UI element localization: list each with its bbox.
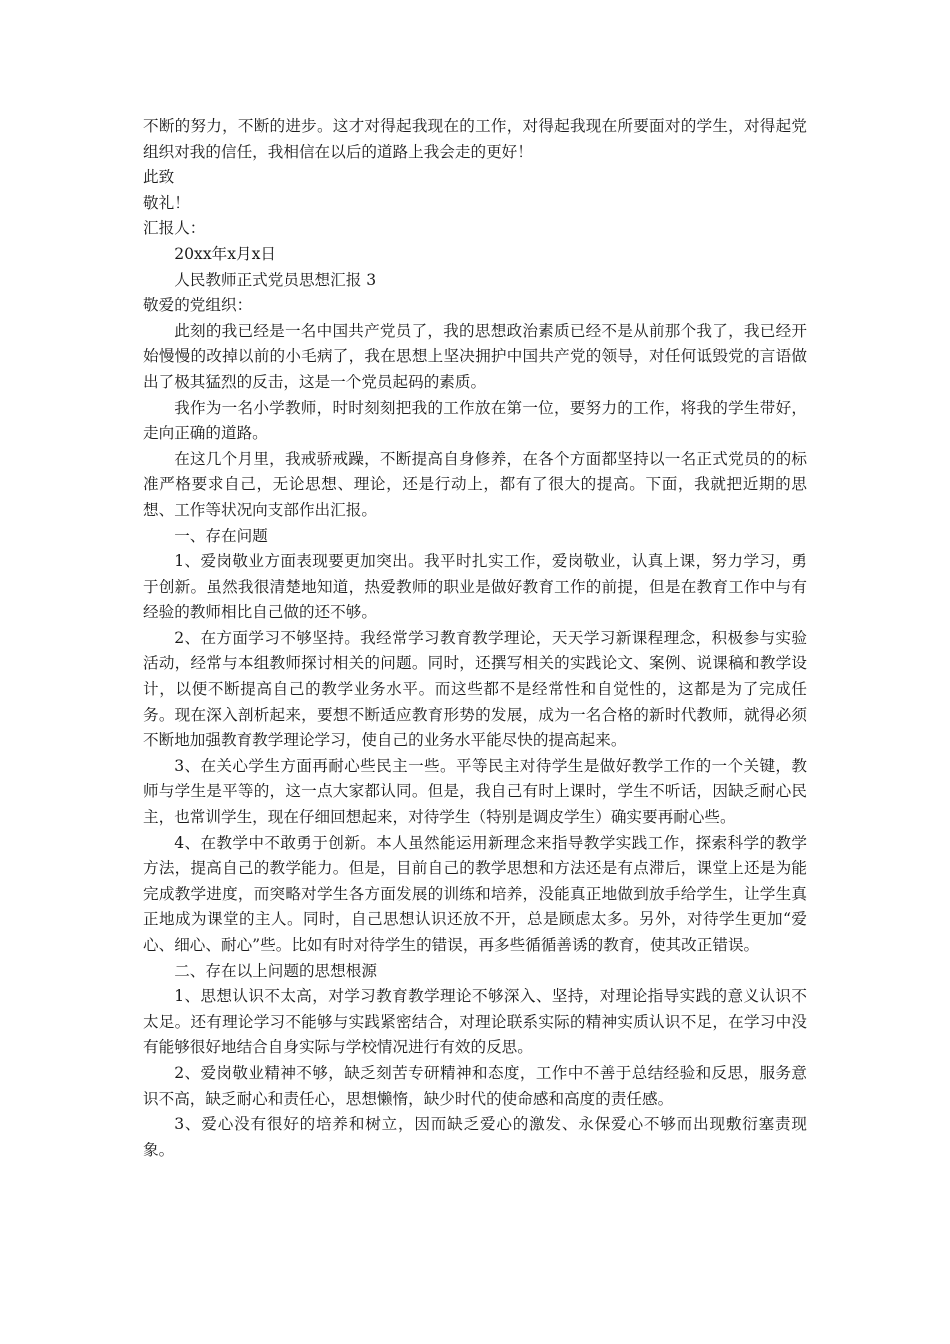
section-heading: 一、存在问题 xyxy=(174,526,268,545)
report-title: 人民教师正式党员思想汇报 3 xyxy=(174,270,377,289)
section-item: 2、爱岗敬业精神不够，缺乏刻苦专研精神和态度，工作中不善于总结经验和反思，服务意识不高，缺乏耐心和责任心，思想懒惰，缺少时代的使命感和高度的责任感。 xyxy=(143,1063,807,1108)
reporter-line: 汇报人： xyxy=(143,219,206,238)
section-item: 1、爱岗敬业方面表现要更加突出。我平时扎实工作，爱岗敬业，认真上课，努力学习，勇于创新。虽然我很清楚地知道，热爱教师的职业是做好教育工作的前提，但是在教育工作中与有经验的教师相比自己做的还不够。 xyxy=(143,552,807,622)
intro-paragraph: 我作为一名小学教师，时时刻刻把我的工作放在第一位，要努力的工作，将我的学生带好，走向正确的道路。 xyxy=(143,398,807,443)
closing-paragraph: 不断的努力，不断的进步。这才对得起我现在的工作，对得起我现在所要面对的学生，对得起党组织对我的信任，我相信在以后的道路上我会走的更好！ xyxy=(143,117,807,161)
intro-paragraph: 在这几个月里，我戒骄戒躁，不断提高自身修养，在各个方面都坚持以一名正式党员的的标准严格要求自己，无论思想、理论，还是行动上，都有了很大的提高。下面，我就把近期的思想、工作等状况向支部作出汇报。 xyxy=(143,449,807,519)
salutation-line-2: 敬礼！ xyxy=(143,193,190,212)
section-item: 1、思想认识不太高，对学习教育教学理论不够深入、坚持，对理论指导实践的意义认识不太足。还有理论学习不能够与实践紧密结合，对理论联系实际的精神实质认识不足，在学习中没有能够很好地结合自身实际与学校情况进行有效的反思。 xyxy=(143,987,807,1057)
document-page xyxy=(143,114,807,1163)
report-greeting: 敬爱的党组织： xyxy=(143,296,253,315)
report-date: 20xx年x月x日 xyxy=(174,244,276,263)
salutation-line-1: 此致 xyxy=(143,168,175,187)
section-item: 3、在关心学生方面再耐心些民主一些。平等民主对待学生是做好教学工作的一个关键，教师与学生是平等的，这一点大家都认同。但是，我自己有时上课时，学生不听话，因缺乏耐心民主，也常训学生，现在仔细回想起来，对待学生（特别是调皮学生）确实要再耐心些。 xyxy=(143,756,807,827)
section-item: 4、在教学中不敢勇于创新。本人虽然能运用新理念来指导教学实践工作，探索科学的教学方法，提高自己的教学能力。但是，目前自己的教学思想和方法还是有点滞后，课堂上还是为能完成教学进度，而突略对学生各方面发展的训练和培养，没能真正地做到放手给学生，让学生真正地成为课堂的主人。同时，自己思想认识还放不开，总是顾虑太多。另外，对待学生更加“爱心、细心、耐心”些。比如有时对待学生的错误，再多些循循善诱的教育，使其改正错误。 xyxy=(143,833,807,954)
section-item: 2、在方面学习不够坚持。我经常学习教育教学理论，天天学习新课程理念，积极参与实验活动，经常与本组教师探讨相关的问题。同时，还撰写相关的实践论文、案例、说课稿和教学设计，以便不断提高自己的教学业务水平。而这些都不是经常性和自觉性的，这都是为了完成任务。现在深入剖析起来，要想不断适应教育形势的发展，成为一名合格的新时代教师，就得必须不断地加强教育教学理论学习，使自己的业务水平能尽快的提高起来。 xyxy=(143,628,807,750)
section-heading: 二、存在以上问题的思想根源 xyxy=(174,961,377,980)
intro-paragraph: 此刻的我已经是一名中国共产党员了，我的思想政治素质已经不是从前那个我了，我已经开始慢慢的改掉以前的小毛病了，我在思想上坚决拥护中国共产党的领导，对任何诋毁党的言语做出了极其猛烈的反击，这是一个党员起码的素质。 xyxy=(143,321,807,391)
section-item: 3、爱心没有很好的培养和树立，因而缺乏爱心的激发、永保爱心不够而出现敷衍塞责现象。 xyxy=(143,1115,807,1159)
